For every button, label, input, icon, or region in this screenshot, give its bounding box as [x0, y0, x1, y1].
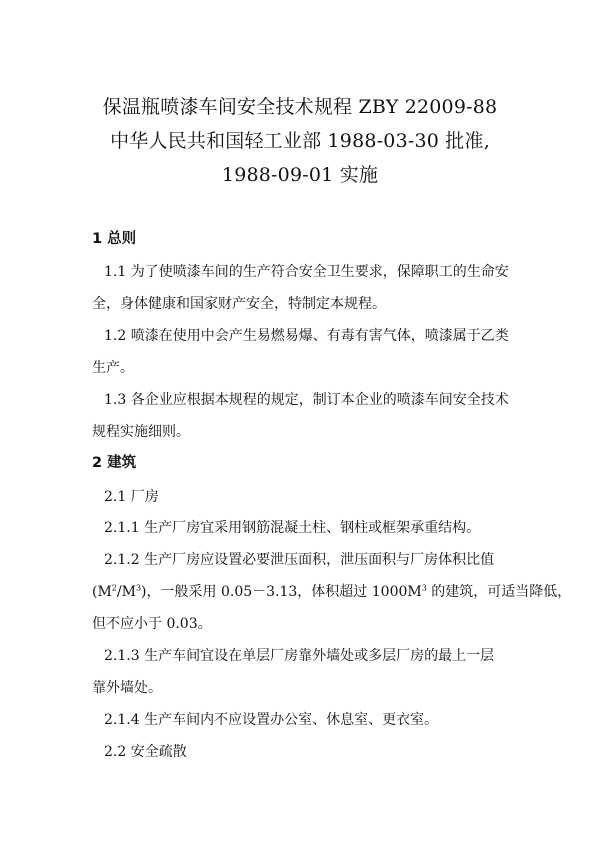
document-title-line-1: 保温瓶喷漆车间安全技术规程 ZBY 22009-88	[102, 96, 498, 118]
paragraph-1-3-line-2: 规程实施细则。	[92, 424, 190, 440]
volume-superscript: 3	[421, 583, 427, 593]
paragraph-2-1-2-line-1: 2.1.2 生产厂房应设置必要泄压面积，泄压面积与厂房体积比值	[104, 552, 495, 568]
paragraph-2-2-line-1: 2.2 安全疏散	[104, 744, 187, 760]
paragraph-2-1-2-line-2	[92, 582, 571, 602]
paragraph-1-1-line-1: 1.1 为了使喷漆车间的生产符合安全卫生要求，保障职工的生命安	[104, 264, 509, 280]
paragraph-2-1-1-line-1: 2.1.1 生产厂房宜采用钢筋混凝土柱、钢柱或框架承重结构。	[104, 520, 481, 536]
section-heading-building: 2 建筑	[92, 455, 137, 471]
ratio-superscript-1: 2	[111, 583, 117, 593]
paragraph-2-1-3-line-2: 靠外墙处。	[92, 680, 162, 696]
paragraph-1-2-line-1: 1.2 喷漆在使用中会产生易燃易爆、有毒有害气体，喷漆属于乙类	[104, 328, 509, 344]
document-title-line-3: 1988-09-01 实施	[221, 164, 379, 186]
ratio-text-part-3: )，一般采用 0.05－3.13，体积超过 1000M	[141, 584, 422, 600]
ratio-text-part-4: 的建筑，可适当降低，	[426, 584, 572, 600]
ratio-superscript-2: 3	[135, 583, 142, 593]
paragraph-2-1-3-line-1: 2.1.3 生产车间宜设在单层厂房靠外墙处或多层厂房的最上一层	[104, 648, 495, 664]
ratio-text-part-1: (M	[92, 584, 112, 600]
paragraph-1-3-line-1: 1.3 各企业应根据本规程的规定，制订本企业的喷漆车间安全技术	[104, 392, 509, 408]
paragraph-1-2-line-2: 生产。	[92, 360, 134, 376]
ratio-text-part-2: /M	[116, 584, 136, 600]
paragraph-2-1-2-line-3: 但不应小于 0.03。	[92, 616, 212, 632]
paragraph-2-1-4-line-1: 2.1.4 生产车间内不应设置办公室、休息室、更衣室。	[104, 712, 439, 728]
paragraph-2-1-line-1: 2.1 厂房	[104, 489, 159, 505]
paragraph-1-1-line-2: 全，身体健康和国家财产安全，特制定本规程。	[92, 296, 386, 312]
document-title-line-2: 中华人民共和国轻工业部 1988-03-30 批准,	[110, 130, 490, 152]
section-heading-general: 1 总则	[92, 231, 137, 247]
